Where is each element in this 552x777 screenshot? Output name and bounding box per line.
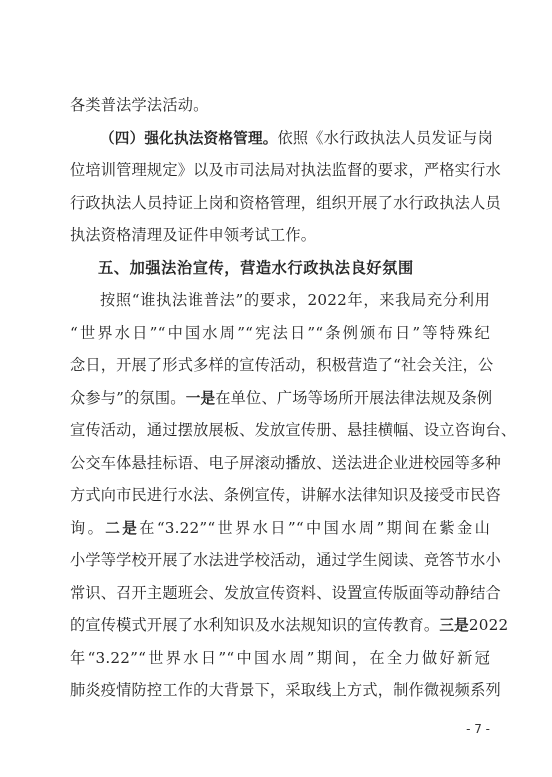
text-line — [100, 290, 490, 310]
text-line — [70, 453, 501, 473]
text-line-content: 念日，开展了形式多样的宣传活动，积极营造了“社会关注，公 — [70, 356, 494, 374]
text-line-content: 各类普法学法活动。 — [70, 96, 209, 114]
text-line — [70, 323, 490, 343]
text-line — [70, 615, 509, 636]
text-line — [70, 583, 501, 603]
text-line-content: 的宣传模式开展了水利知识及水法规知识的宣传教育。 — [70, 616, 440, 634]
text-line-content: 小学等学校开展了水法进学校活动，通过学生阅读、竞答节水小 — [70, 551, 501, 569]
text-line — [70, 420, 517, 440]
text-line-content: 位培训管理规定》以及市司法局对执法监督的要求，严格实行水 — [70, 161, 501, 179]
text-line-content: 公交车体悬挂标语、电子屏滚动播放、送法进企业进校园等多种 — [70, 454, 501, 472]
text-line-content: “世界水日”“中国水周”“宪法日”“条例颁布日”等特殊纪 — [70, 324, 490, 342]
emphasis-marker: 二是 — [105, 520, 140, 537]
text-line-content: 按照“谁执法谁普法”的要求，2022年，来我局充分利用 — [100, 291, 490, 309]
text-line — [70, 225, 490, 245]
section-heading — [98, 258, 518, 278]
text-line-content: 在单位、广场等场所开展法律法规及条例 — [215, 389, 493, 407]
text-line — [70, 388, 493, 409]
text-line-content: 常识、召开主题班会、发放宣传资料、设置宣传版面等动静结合 — [70, 584, 501, 602]
text-line-content: 依照《水行政执法人员发证与岗 — [277, 129, 493, 147]
text-line — [70, 648, 490, 668]
text-line — [70, 95, 490, 115]
text-line — [70, 550, 501, 570]
page-number: - 7 - — [466, 722, 490, 736]
text-line-content: 在“3.22”“世界水日”“中国水周”期间在紫金山 — [139, 519, 490, 537]
emphasis-marker: 三是 — [439, 617, 469, 634]
text-line — [70, 485, 501, 505]
text-line — [70, 518, 490, 539]
text-line — [70, 680, 501, 700]
text-line-content: 询。 — [70, 519, 106, 537]
text-line-content: 宣传活动，通过摆放展板、发放宣传册、悬挂横幅、设立咨询台、 — [70, 421, 517, 439]
text-line-content: 众参与”的氛围。 — [70, 389, 186, 407]
text-line-content: 2022 — [468, 616, 509, 634]
text-line — [70, 355, 494, 375]
text-line-content: 方式向市民进行水法、条例宣传，讲解水法律知识及接受市民咨 — [70, 486, 501, 504]
section-heading-text: 五、加强法治宣传，营造水行政执法良好氛围 — [98, 259, 414, 277]
text-line — [100, 128, 493, 149]
section-subheading: （四）强化执法资格管理。 — [100, 130, 278, 147]
text-line-content: 行政执法人员持证上岗和资格管理，组织开展了水行政执法人员 — [70, 194, 501, 212]
text-line-content: 年“3.22”“世界水日”“中国水周”期间，在全力做好新冠 — [70, 649, 490, 667]
text-line — [70, 160, 501, 180]
text-line-content: 执法资格清理及证件申领考试工作。 — [70, 226, 317, 244]
text-line — [70, 193, 501, 213]
text-line-content: 肺炎疫情防控工作的大背景下，采取线上方式，制作微视频系列 — [70, 681, 501, 699]
emphasis-marker: 一是 — [185, 390, 216, 407]
